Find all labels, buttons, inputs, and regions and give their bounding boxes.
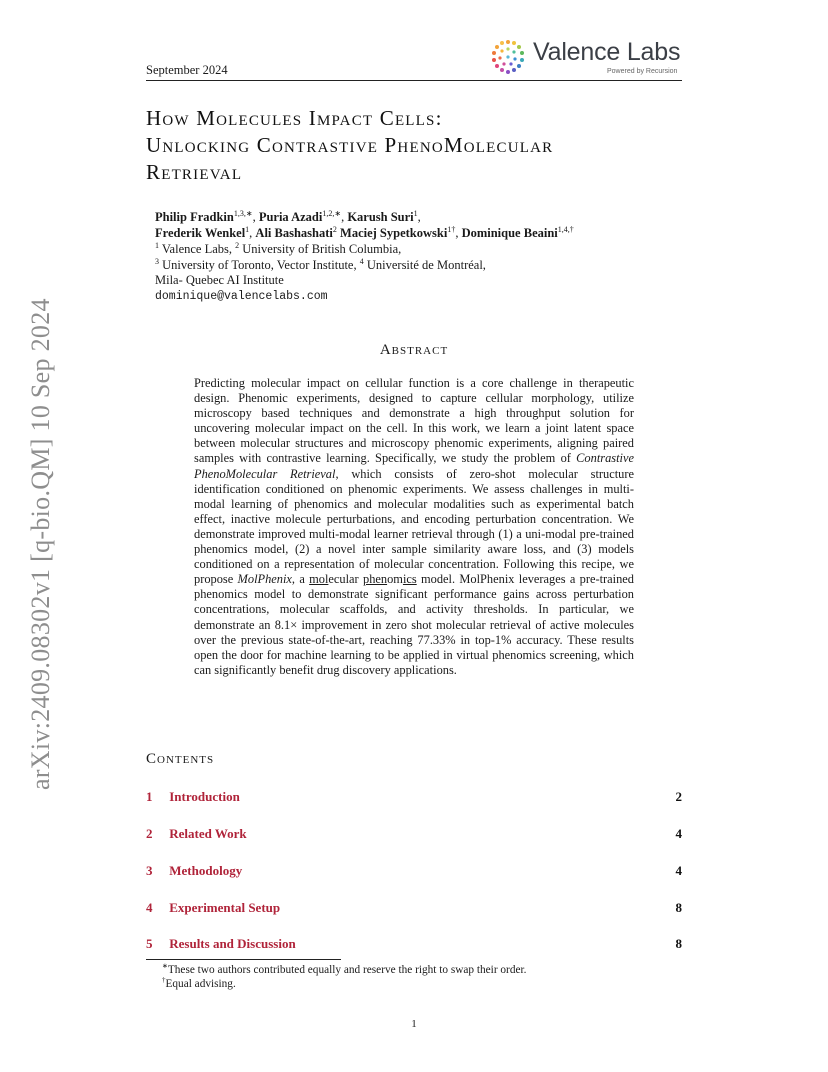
author-affiliation-marks: 2	[332, 225, 337, 234]
affiliation-number: 2	[235, 241, 240, 250]
author-name: Karush Suri	[347, 210, 414, 225]
toc-entry-experimental-setup[interactable]	[146, 900, 682, 916]
page-number: 1	[411, 1018, 417, 1030]
author-affiliation-marks: 1	[245, 225, 250, 234]
abstract-underline: mol	[309, 572, 329, 587]
toc-label[interactable]: Results and Discussion	[169, 936, 296, 951]
abstract-text: , a	[291, 572, 310, 587]
toc-page-number[interactable]: 4	[675, 826, 682, 841]
author-affiliation-marks: 1,2,∗	[322, 209, 342, 218]
abstract-emphasis: MolPhenix	[237, 572, 292, 587]
footnote-mark: ∗	[162, 962, 168, 970]
toc-number: 5	[146, 936, 153, 951]
abstract-text: , which consists of zero-shot molecular structure identification conditioned on phenomic experiments. We assess challenges in multi-modal learning of phenomics and molecular modalities such as experimental batch effect, inactive molecule perturbations, and encoding perturbation concentration. We demonstrate improved multi-modal learner retrieval through (1) a uni-modal pre-trained phenomics model, (2) a novel inter sample similarity aware loss, and (3) models conditioned on a representation of molecular concentration. Following this recipe, we propose	[194, 466, 634, 587]
abstract-text: om	[387, 572, 403, 587]
footnote-rule	[146, 959, 341, 960]
affiliation-number: 1	[155, 241, 159, 250]
toc-entry-methodology[interactable]	[146, 863, 682, 879]
valence-labs-logo-icon	[490, 38, 526, 76]
affiliation-text: Université de Montréal,	[366, 258, 486, 273]
author-affiliation-marks: 1,3,∗	[233, 209, 253, 218]
affiliation-number: 3	[155, 257, 159, 266]
header-rule	[146, 80, 682, 81]
header-date: September 2024	[146, 63, 228, 77]
footnote-equal-contribution	[162, 962, 526, 976]
toc-page-number[interactable]: 8	[675, 936, 682, 951]
logo-tagline: Powered by Recursion	[607, 68, 678, 75]
toc-label[interactable]: Methodology	[169, 863, 243, 878]
abstract-underline: phen	[363, 572, 388, 587]
paper-title-line-3: Retrieval	[146, 160, 243, 184]
author-affiliation-marks: 1†	[447, 225, 456, 234]
author-name: Dominique Beaini	[461, 226, 558, 241]
author-affiliation-marks: 1	[413, 209, 418, 218]
contents-heading: Contents	[146, 751, 215, 767]
toc-page-number[interactable]: 8	[675, 900, 682, 915]
valence-labs-wordmark: Valence Labs	[533, 38, 681, 66]
toc-label[interactable]: Related Work	[169, 826, 247, 841]
toc-number: 4	[146, 900, 153, 915]
toc-number: 1	[146, 789, 153, 804]
authors-line-1: Philip Fradkin$^{1,3,∗}$, Puria Azadi$^{1,2,∗}$, Karush Suri$^1$,	[155, 209, 421, 225]
authors-line-2: Frederik Wenkel$^1$, Ali Bashashati$^2$ Maciej Sypetkowski$^{1\dagger}$, Dominique Beaini$^{1,4,\dagger}$	[155, 225, 574, 241]
footnote-text: Equal advising.	[165, 977, 236, 990]
toc-label[interactable]: Introduction	[169, 789, 240, 804]
abstract-emphasis: Contrastive PhenoMolecular Retrieval	[194, 451, 634, 481]
author-affiliation-marks: 1,4,†	[557, 225, 574, 234]
abstract-heading: Abstract	[379, 342, 449, 358]
toc-number: 3	[146, 863, 153, 878]
affiliations-line-3: Mila- Quebec AI Institute	[155, 273, 284, 287]
author-name: Frederik Wenkel	[155, 226, 246, 241]
affiliation-number: 4	[359, 257, 364, 266]
toc-number: 2	[146, 826, 153, 841]
toc-label[interactable]: Experimental Setup	[169, 900, 281, 915]
author-name: Puria Azadi	[258, 210, 323, 225]
abstract-text: model. MolPhenix leverages a pre-trained phenomics model to demonstrate significant performance gains across perturbation concentrations, molecular scaffolds, and activity thresholds. In particular, we demonstrate an 8.1× improvement in zero shot molecular retrieval of active molecules over the previous state-of-the-art, reaching 77.33% in top-1% accuracy. These results open the door for machine learning to be applied in virtual phenomics screening, which can significantly benefit drug discovery applications.	[194, 572, 635, 677]
abstract-text: Predicting molecular impact on cellular function is a core challenge in therapeutic design. Phenomic experiments, designed to capture cellular morphology, utilize microscopy based techniques and demonstrate a high throughput solution for uncovering molecular impact on the cell. In this work, we learn a joint latent space between molecular structures and microscopy phenomic experiments, aligning paired samples with contrastive learning. Specifically, we study the problem of	[194, 376, 634, 466]
toc-entry-related-work[interactable]	[146, 826, 682, 842]
author-name: Philip Fradkin	[155, 210, 234, 225]
affiliation-text: University of British Columbia,	[242, 242, 402, 257]
affiliations-line-1	[155, 241, 401, 257]
footnote-text: These two authors contributed equally and reserve the right to swap their order.	[167, 963, 527, 976]
contact-email[interactable]: dominique@valencelabs.com	[155, 290, 328, 303]
author-name: Ali Bashashati	[255, 226, 333, 241]
affiliations-line-2	[155, 257, 486, 273]
toc-page-number[interactable]: 2	[675, 789, 682, 804]
footnote-equal-advising	[162, 976, 236, 990]
abstract-underline: ics	[402, 572, 417, 587]
affiliation-text: University of Toronto, Vector Institute,	[162, 258, 357, 273]
affiliation-text: Valence Labs,	[161, 242, 233, 257]
toc-entry-results-and-discussion[interactable]	[146, 936, 682, 952]
author-name: Maciej Sypetkowski	[340, 226, 448, 241]
arxiv-identifier-stamp: arXiv:2409.08302v1 [q-bio.QM] 10 Sep 2024	[26, 298, 55, 790]
toc-entry-introduction[interactable]	[146, 789, 682, 805]
paper-title-line-1: How Molecules Impact Cells:	[146, 106, 443, 130]
paper-title-line-2: Unlocking Contrastive PhenoMolecular	[146, 133, 554, 157]
abstract-text: ecular	[328, 572, 363, 587]
toc-page-number[interactable]: 4	[675, 863, 682, 878]
footnote-mark: †	[162, 976, 166, 984]
abstract-body	[194, 376, 634, 678]
